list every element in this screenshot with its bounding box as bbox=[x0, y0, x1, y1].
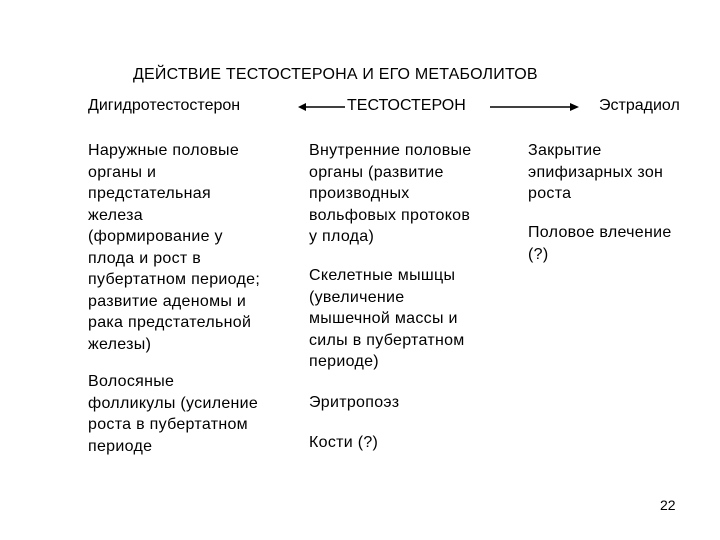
right-block-libido: Половое влечение (?) bbox=[528, 224, 672, 263]
right-arrow-icon bbox=[490, 101, 580, 113]
center-block-skeletal-muscles: Скелетные мышцы (увеличение мышечной массы и силы в пубертатном периоде) bbox=[309, 267, 465, 370]
header-estradiol: Эстрадиол bbox=[599, 97, 680, 114]
header-dihydrotestosterone: Дигидротестостерон bbox=[88, 97, 241, 114]
header-testosterone: ТЕСТОСТЕРОН bbox=[347, 97, 466, 114]
center-block-erythropoiesis: Эритропоэз bbox=[309, 394, 400, 411]
page-number: 22 bbox=[660, 497, 676, 513]
center-block-internal-genitalia: Внутренние половые органы (развитие производных вольфовых протоков у плода) bbox=[309, 142, 472, 245]
left-arrow-icon bbox=[298, 101, 346, 113]
center-block-bones: Кости (?) bbox=[309, 434, 379, 451]
slide-title: ДЕЙСТВИЕ ТЕСТОСТЕРОНА И ЕГО МЕТАБОЛИТОВ bbox=[133, 66, 538, 83]
left-block-hair-follicles: Волосяные фолликулы (усиление роста в пубертатном периоде bbox=[88, 373, 259, 455]
right-block-epiphyseal-closure: Закрытие эпифизарных зон роста bbox=[528, 142, 664, 202]
left-block-external-genitalia: Наружные половые органы и предстательная железа (формирование у плода и рост в пубертатном периоде; развитие аденомы и рака предстательной железы) bbox=[88, 142, 261, 353]
